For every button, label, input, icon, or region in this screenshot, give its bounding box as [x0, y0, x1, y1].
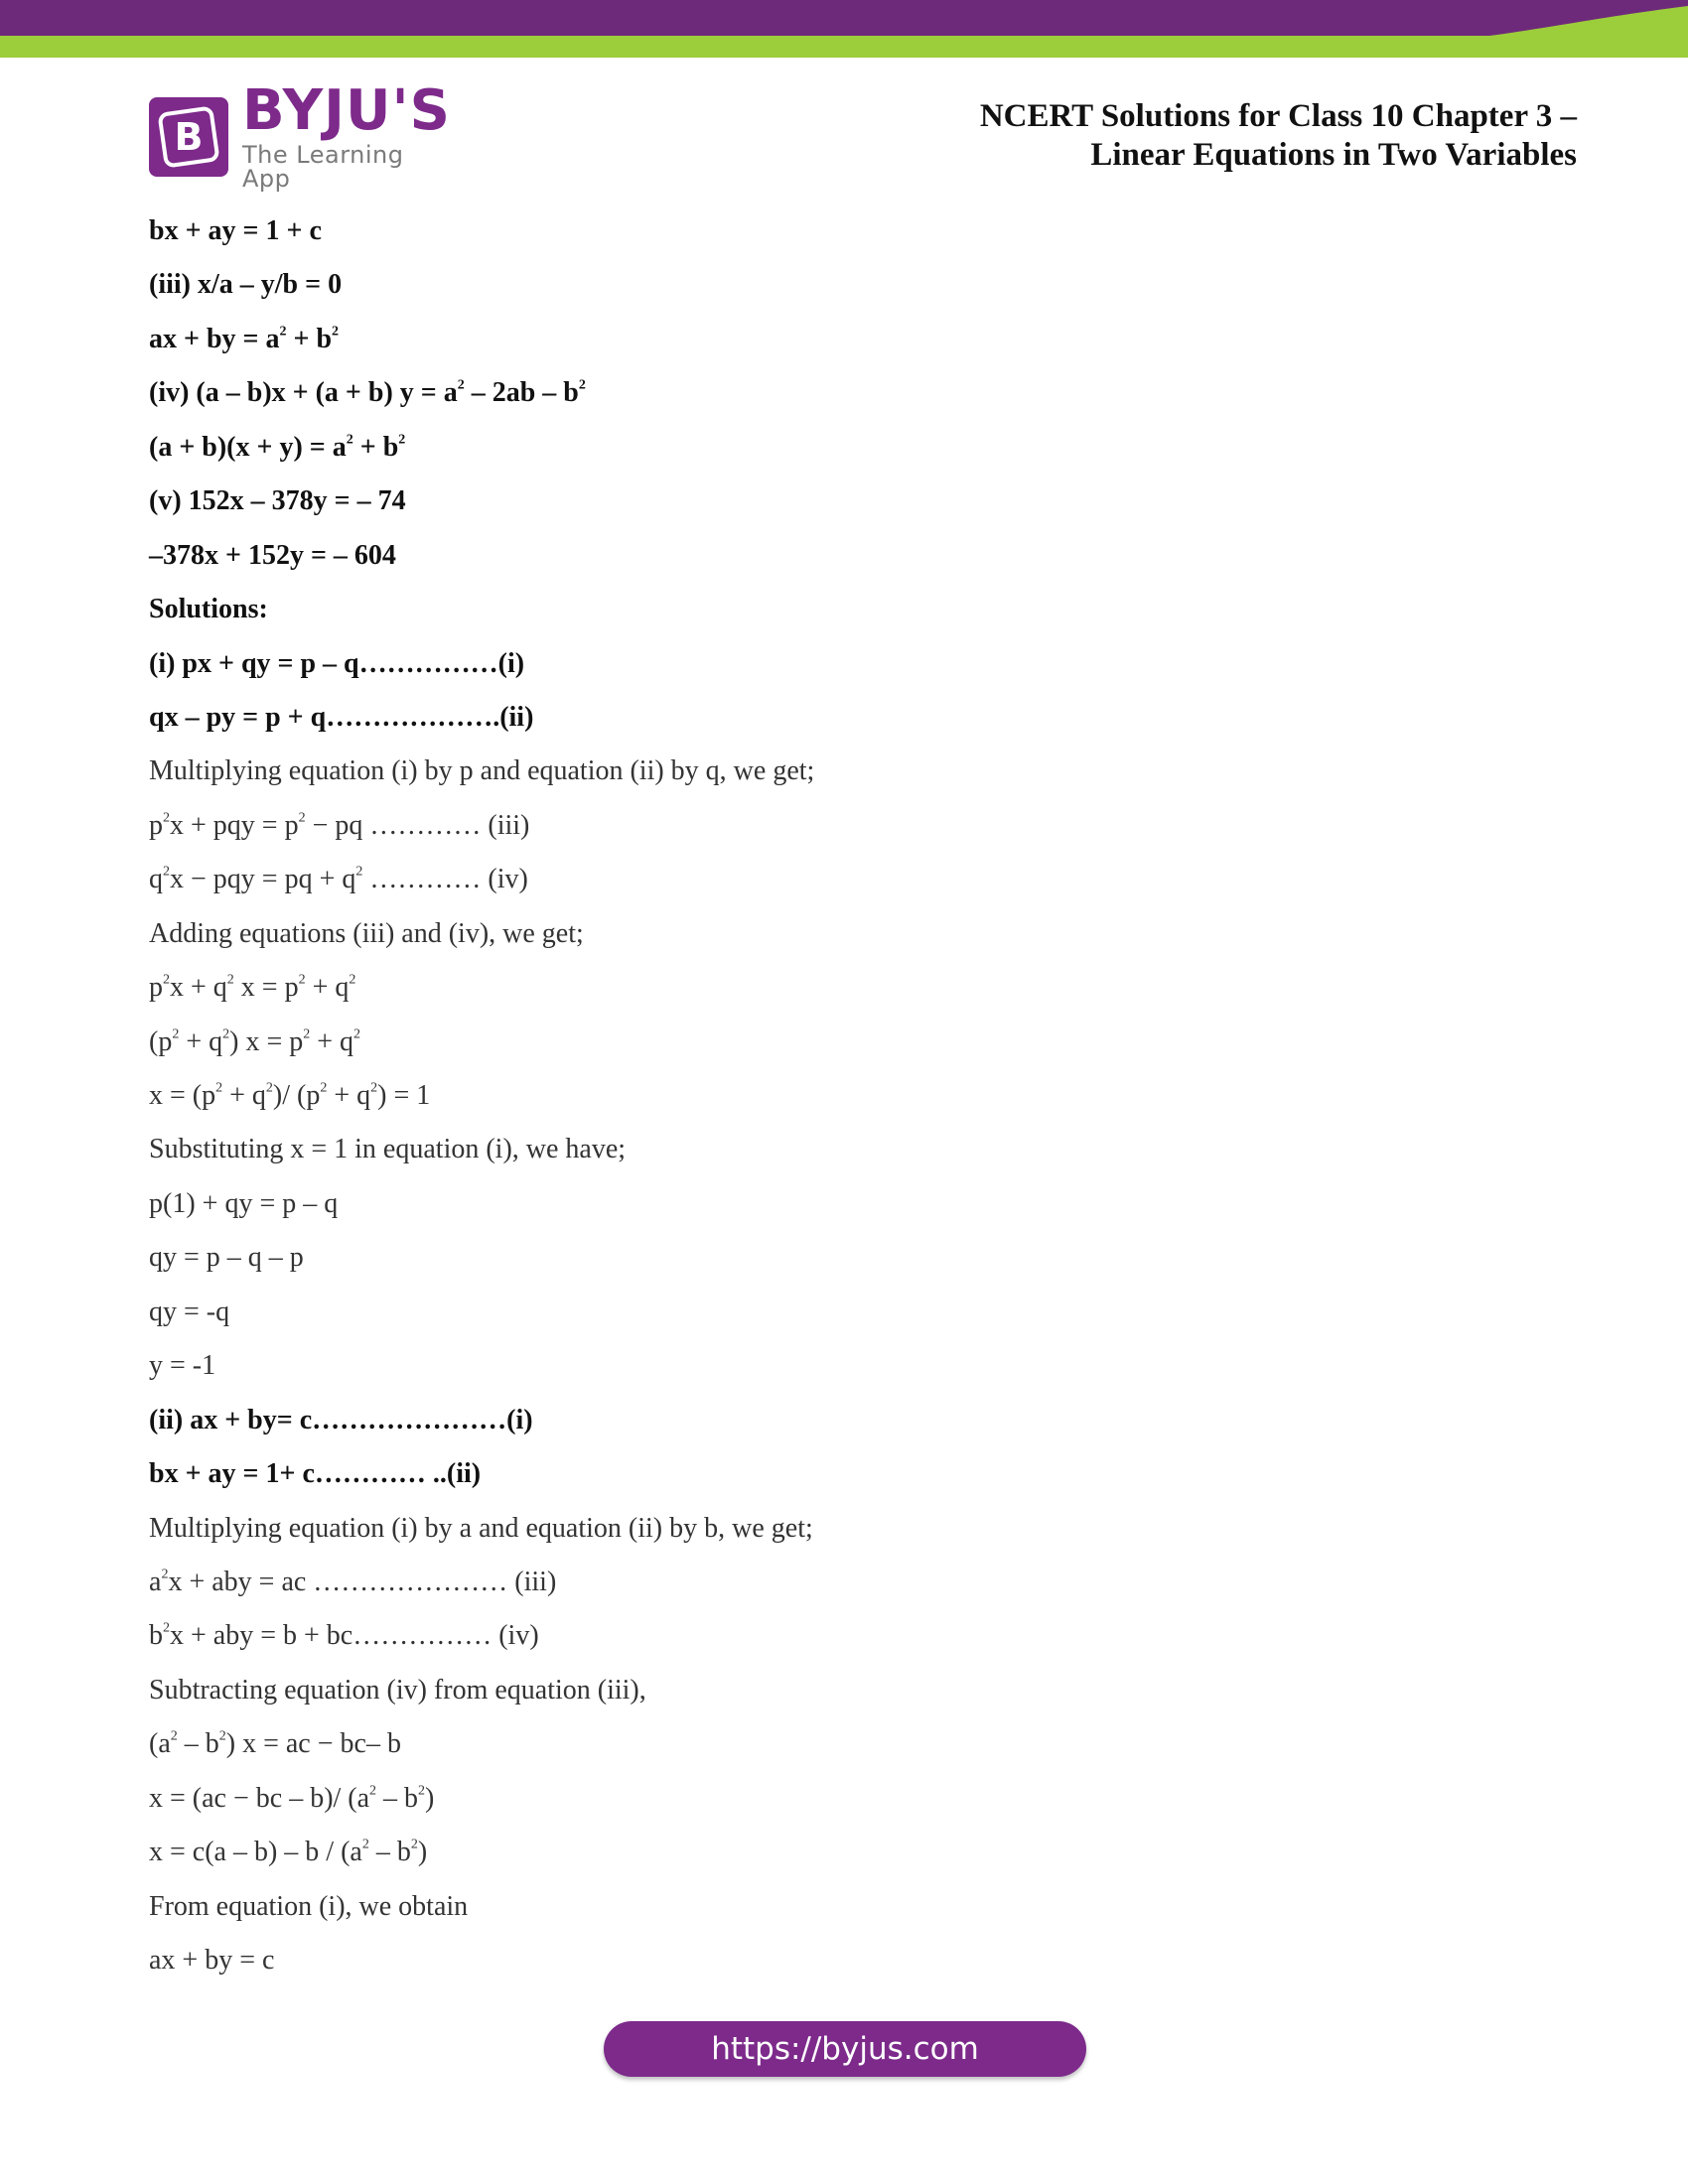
- document-title-line-1: NCERT Solutions for Class 10 Chapter 3 –: [979, 98, 1577, 134]
- content-line: Multiplying equation (i) by p and equation (ii) by q, we get;: [149, 755, 815, 787]
- byjus-logo: [149, 78, 451, 193]
- content-line: qy = -q: [149, 1296, 230, 1327]
- content-line: Solutions:: [149, 594, 268, 625]
- content-line: (i) px + qy = p – q……………(i): [149, 647, 525, 679]
- content-line: $p^2x$ + pqy = $p^2$ − pq ………… (iii): [149, 809, 530, 841]
- logo-letter: B: [174, 115, 204, 159]
- content-line: bx + ay = 1+ c………… ..(ii): [149, 1458, 482, 1490]
- content-line: y = -1: [149, 1350, 216, 1382]
- content-line: $p^2x + q^2$ $x = p^2 + q^2$: [149, 972, 356, 1004]
- content-line: From equation (i), we obtain: [149, 1890, 469, 1922]
- content-line: bx + ay = 1 + c: [149, 215, 322, 246]
- content-line: $b^2x$ + aby = b + bc…………… (iv): [149, 1620, 539, 1652]
- footer-url-button[interactable]: [604, 2021, 1086, 2077]
- content-line: p(1) + qy = p – q: [149, 1187, 339, 1219]
- content-line: Adding equations (iii) and (iv), we get;: [149, 917, 584, 949]
- content-line: (iii) x/a – y/b = 0: [149, 269, 343, 301]
- content-line: Multiplying equation (i) by a and equation (ii) by b, we get;: [149, 1512, 813, 1544]
- logo-text: [242, 78, 451, 193]
- document-title: [980, 97, 1577, 175]
- brand-name: BYJU'S: [242, 78, 451, 143]
- content-line: Subtracting equation (iv) from equation (iii),: [149, 1674, 646, 1706]
- content-line: $x = (p^2 + q^2)/$ $(p^2 + q^2) = 1$: [149, 1080, 431, 1111]
- content-line: $(a^2 - b^2) x$ = ac − bc– b: [149, 1728, 401, 1760]
- content-line: (ii) ax + by= c…………………(i): [149, 1404, 533, 1435]
- content-line: (iv) (a – b)x + (a + b) $y = a^2 - 2ab - b^2$: [149, 377, 586, 409]
- brand-tagline: The Learning App: [242, 141, 404, 193]
- logo-mark: [149, 97, 228, 177]
- content-line: qy = p – q – p: [149, 1242, 304, 1274]
- content-line: $a^2x$ + aby = ac ………………… (iii): [149, 1566, 557, 1597]
- content-line: $x = c(a - b) - b / (a^2 - b^2)$: [149, 1837, 428, 1868]
- content-line: $(a + b)(x + y) = a^2 + b^2$: [149, 431, 406, 463]
- content-line: Substituting x = 1 in equation (i), we have;: [149, 1134, 627, 1165]
- content-line: (v) 152x – 378y = – 74: [149, 485, 406, 517]
- content-line: x = (ac − bc – b)/ $(a^2 - b^2)$: [149, 1782, 435, 1814]
- solution-content: [149, 211, 1539, 1994]
- content-line: qx – py = p + q……………….(ii): [149, 701, 534, 733]
- top-purple-stripe: [0, 0, 1688, 36]
- footer-url-label: https://byjus.com: [711, 2031, 979, 2067]
- content-line: $q^2x$ − pqy = pq + $q^2$ ………… (iv): [149, 864, 528, 895]
- top-color-band: [0, 0, 1688, 60]
- content-line: $(p^2 + q^2) x = p^2 + q^2$: [149, 1025, 361, 1057]
- content-line: ax + by = c: [149, 1945, 275, 1976]
- document-title-line-2: Linear Equations in Two Variables: [1090, 137, 1577, 173]
- logo-b-icon: [157, 105, 220, 169]
- content-line: –378x + 152y = – 604: [149, 539, 396, 571]
- content-line: ax + by = $a^2 + b^2$: [149, 323, 340, 354]
